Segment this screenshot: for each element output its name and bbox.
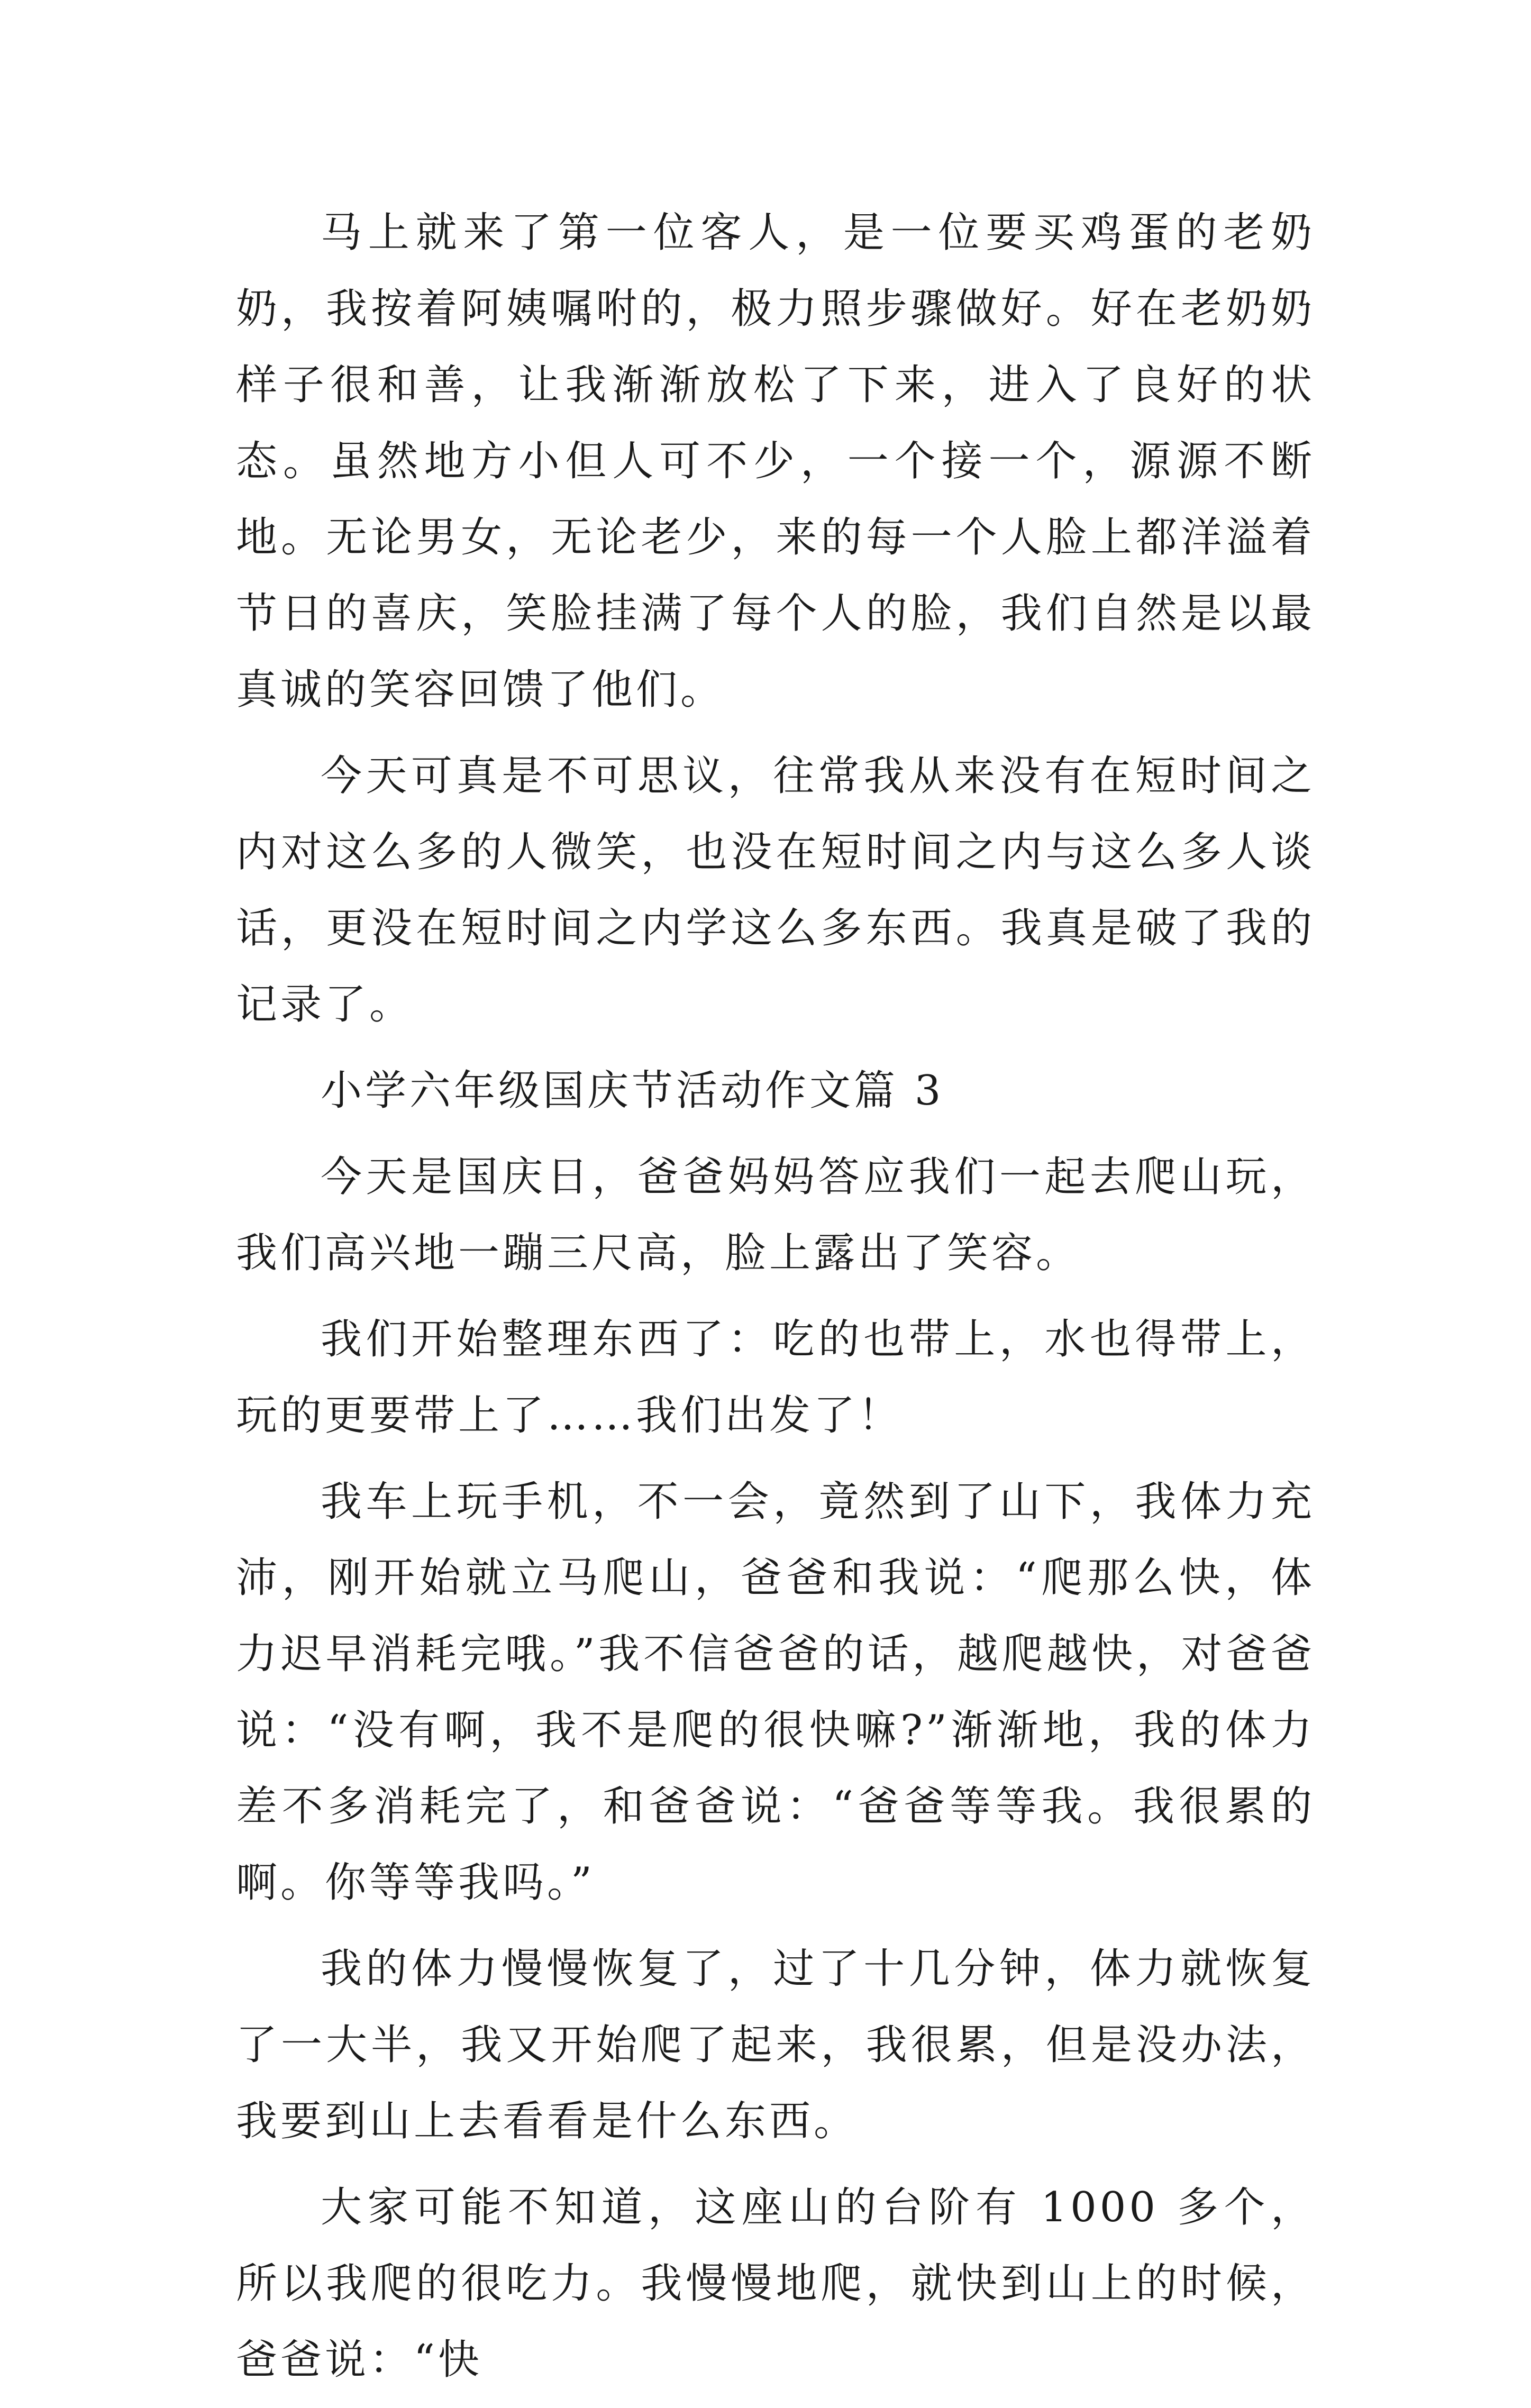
- paragraph-6: 我的体力慢慢恢复了，过了十几分钟，体力就恢复了一大半，我又开始爬了起来，我很累，但是没办法，我要到山上去看看是什么东西。: [236, 1945, 1315, 2145]
- paragraph-1: 马上就来了第一位客人，是一位要买鸡蛋的老奶奶，我按着阿姨嘱咐的，极力照步骤做好。好在老奶奶样子很和善，让我渐渐放松了下来，进入了良好的状态。虽然地方小但人可不少，一个接一个，源源不断地。无论男女，无论老少，来的每一个人脸上都洋溢着节日的喜庆，笑脸挂满了每个人的脸，我们自然是以最真诚的笑容回馈了他们。: [236, 209, 1315, 714]
- paragraph-7: 大家可能不知道，这座山的台阶有 1000 多个，所以我爬的很吃力。我慢慢地爬，就快到山上的时候，爸爸说：“快: [236, 2184, 1315, 2384]
- section-heading: 小学六年级国庆节活动作文篇 3: [321, 1067, 944, 1115]
- paragraph-5: 我车上玩手机，不一会，竟然到了山下，我体力充沛，刚开始就立马爬山，爸爸和我说：“爬那么快，体力迟早消耗完哦。”我不信爸爸的话，越爬越快，对爸爸说：“没有啊，我不是爬的很快嘛?”渐渐地，我的体力差不多消耗完了，和爸爸说：“爸爸等等我。我很累的啊。你等等我吗。”: [236, 1478, 1315, 1907]
- document-body: [236, 195, 1315, 2408]
- paragraph-3: 今天是国庆日，爸爸妈妈答应我们一起去爬山玩，我们高兴地一蹦三尺高，脸上露出了笑容。: [236, 1153, 1315, 1277]
- paragraph-2: 今天可真是不可思议，往常我从来没有在短时间之内对这么多的人微笑，也没在短时间之内与这么多人谈话，更没在短时间之内学这么多东西。我真是破了我的记录了。: [236, 752, 1315, 1028]
- paragraph-4: 我们开始整理东西了：吃的也带上，水也得带上，玩的更要带上了……我们出发了！: [236, 1316, 1315, 1439]
